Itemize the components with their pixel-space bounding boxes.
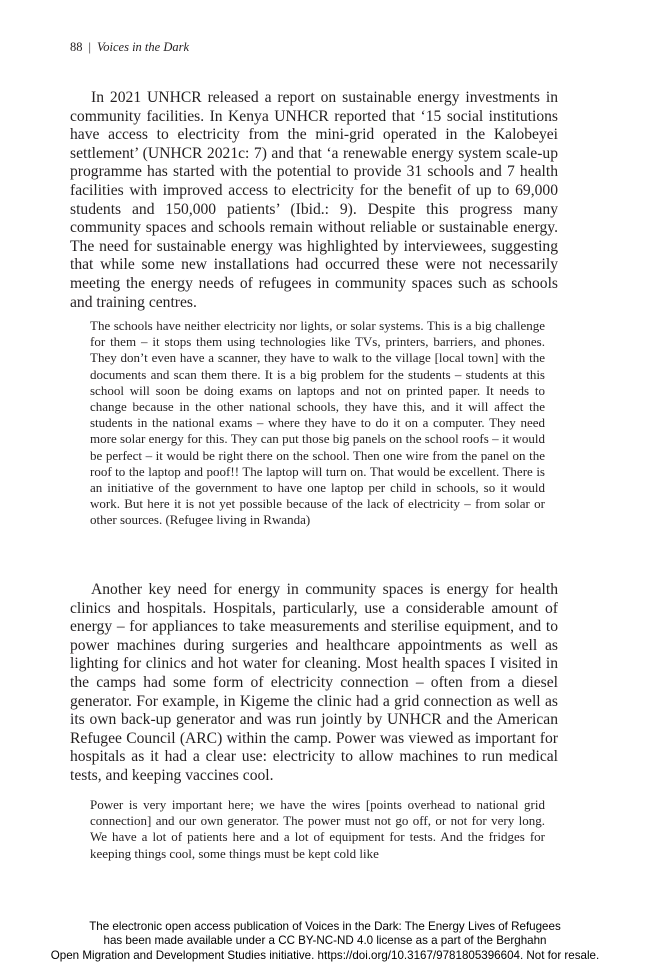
body-paragraph-1: In 2021 UNHCR released a report on sustainable energy investments in community facilities. In Kenya UNHCR reported that ‘15 social institutions have access to electricity from the mini-grid operated in the Kalobeyei settlement’ (UNHCR 2021c: 7) and that ‘a renewable energy system scale-up programme has started with the potential to provide 31 schools and 7 health facilities with improved access to electricity for the benefit of up to 69,000 students and 150,000 patients’ (Ibid.: 9). Despite this progress many community spaces and schools remain without reliable or sustainable energy. The need for sustainable energy was highlighted by interviewees, suggesting that while some new installations had occurred these were not necessarily meeting the energy needs of refugees in community spaces such as schools and training centres. [70,89,558,311]
footer-line-3: Open Migration and Development Studies initiative. https://doi.org/10.3167/9781805396604. Not for resale. [50,948,600,962]
footer-line-1: The electronic open access publication of Voices in the Dark: The Energy Lives of Refugees [89,920,561,933]
block-quote-2: Power is very important here; we have the wires [points overhead to national grid connection] and our own generator. The power must not go off, or not for very long. We have a lot of patients here and a lot of equipment for tests. And the fridges for keeping things cool, some things must be kept cold like [90,797,545,861]
page-number: 88 [70,40,83,54]
footer-line-2: has been made available under a CC BY-NC-ND 4.0 license as a part of the Berghahn [103,934,547,948]
license-footer [0,920,650,963]
running-head [70,40,189,55]
block-quote-1: The schools have neither electricity nor lights, or solar systems. This is a big challenge for them – it stops them using technologies like TVs, printers, barriers, and phones. They don’t even have a scanner, they have to walk to the village [local town] with the documents and scan them there. It is a big problem for the students – students at this school will soon be doing exams on laptops and not on printed paper. It needs to change because in the other national schools, they have this, and it will affect the students in the national exams – where they have to do it on a computer. They need more solar energy for this. They can put those big panels on the school roofs – it would be perfect – it would be right there on the school. Then one wire from the panel on the roof to the laptop and poof!! The laptop will turn on. That would be excellent. There is an initiative of the government to have one laptop per child in schools, so it would work. But here it is not yet possible because of the lack of electricity – from solar or other sources. (Refugee living in Rwanda) [90,318,545,528]
body-paragraph-2: Another key need for energy in community spaces is energy for health clinics and hospitals. Hospitals, particularly, use a considerable amount of energy – for appliances to take measurements and sterilise equipment, and to power machines during surgeries and healthcare appointments as well as lighting for clinics and hot water for cleaning. Most health spaces I visited in the camps had some form of electricity connection – often from a diesel generator. For example, in Kigeme the clinic had a grid connection as well as its own back-up generator and was run jointly by UNHCR and the American Refugee Council (ARC) within the camp. Power was viewed as important for hospitals as it had a clear use: electricity to allow machines to run medical tests, and keeping vaccines cool. [70,581,558,784]
book-title: Voices in the Dark [97,40,190,54]
header-separator: | [88,40,92,54]
